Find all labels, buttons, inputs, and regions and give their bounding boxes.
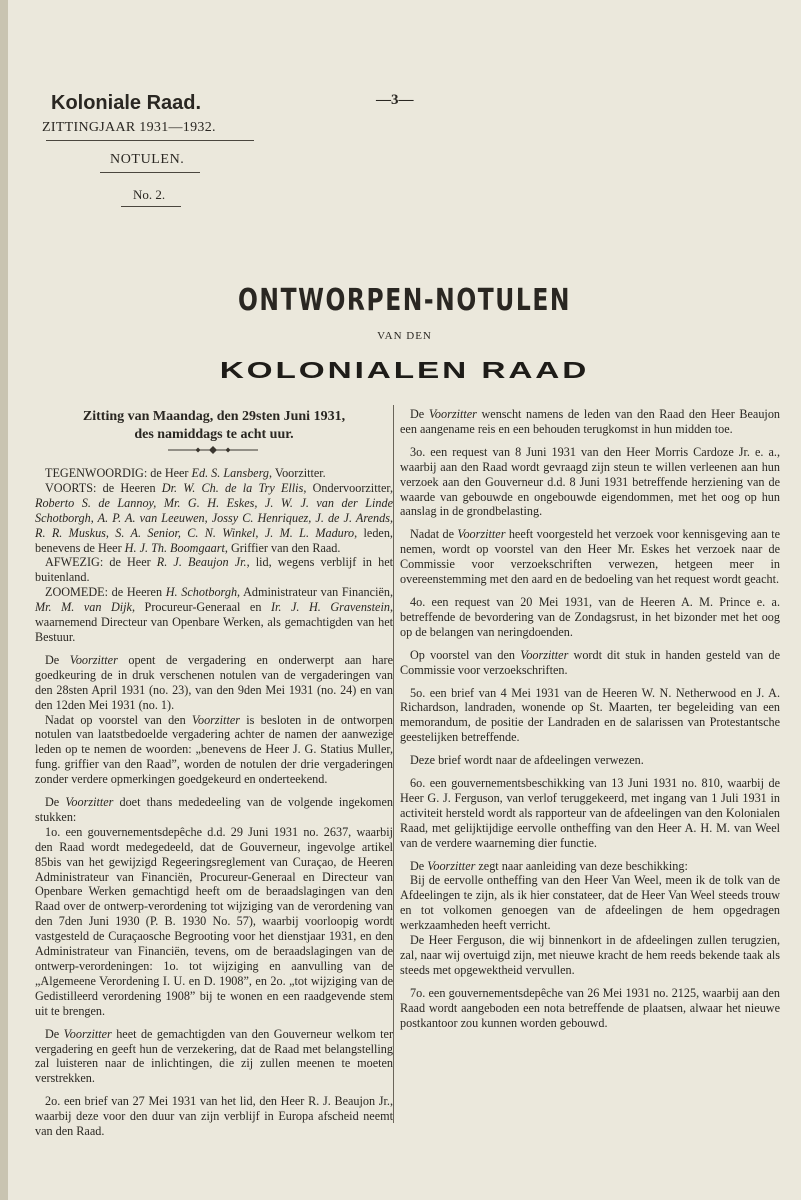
header-rule-1 [46, 140, 254, 141]
header-rule-3 [121, 206, 181, 207]
page-edge [0, 0, 8, 1200]
ornament-divider [168, 446, 258, 454]
header-number: No. 2. [133, 187, 166, 202]
paragraph-announcement: De Voorzitter doet thans mededeeling van de volgende ingekomen stukken: [35, 795, 393, 824]
paragraph-item-5: 5o. een brief van 4 Mei 1931 van de Heeren W. N. Netherwood en J. A. Richardson, landraden, wonende op St. Maarten, ter begeleiding van een memorandum, de positie der Landraden en de salarissen van Protestantsche geestelijken betreffende. [400, 685, 780, 745]
paragraph-present: TEGENWOORDIG: de Heer Ed. S. Lansberg, Voorzitter. [45, 466, 326, 480]
document-page [8, 0, 801, 1200]
paragraph-item-7: 7o. een gouvernementsdepêche van 26 Mei 1931 no. 2125, waarbij aan den Raad wordt aangeboden een nota betreffende de plaatsen, alwaar het nieuwe postkantoor zou kunnen worden gebouwd. [400, 985, 780, 1030]
paragraph-welcome: De Voorzitter heet de gemachtigden van den Gouverneur welkom ter vergadering en geeft hun de verzekering, dat de Raad met belangstelling zal luisteren naar de inlichtingen, die zij zullen meenen te moeten verstrekken. [35, 1026, 393, 1086]
sitting-heading [35, 408, 393, 444]
paragraph-item-1: 1o. een gouvernementsdepêche d.d. 29 Juni 1931 no. 2637, waarbij den Raad wordt medegedeeld, dat de Gouverneur, ingevolge artikel 85bis van het gewijzigd Regeeringsreglement van Curaçao, de Heeren Administrateur van Financiën, Procureur-Generaal en Directeur van Openbare Werken gemachtigd heeft om de beraadslagingen van den Raad over de ontwerp-verordening tot wijziging van de verordening van den 7den Juni 1930 (P. B. 1930 No. 57), waarbij voorloopig wordt vastgesteld de Curaçaosche Begrooting voor het dienstjaar 1931, en den Administrateur van Financiën, tevens, om de beraadslagingen van de ontwerp-verordeningen: 1o. tot wijziging en aanvulling van de „Algemeene Verordening I. U. en D. 1908”, en 2o. „tot wijziging van de Gedistilleerd verordening 1908” bij te wonen en een raadgevende stem uit te brengen. [35, 824, 393, 1018]
paragraph-farewell: De Voorzitter wenscht namens de leden van den Raad den Heer Beaujon een aangename reis en een behouden terugkomst in hun midden toe. [400, 407, 781, 436]
page-number: —3— [376, 92, 414, 108]
paragraph-opening: De Voorzitter opent de vergadering en onderwerpt aan hare goedkeuring de in druk verschenen notulen van de vergaderingen van den 28sten April 1931 (no. 23), van den 9den Mei 1931 (no. 24) en van den 12den Mei 1931 (no. 1). [35, 652, 393, 712]
paragraph-item-4: 4o. een request van 20 Mei 1931, van de Heeren A. M. Prince e. a. betreffende de bevordering van de Zondagsrust, in het bizonder met het oog op de belangen van neringdoenden. [400, 594, 780, 639]
header-year: ZITTINGJAAR 1931—1932. [42, 120, 216, 135]
paragraph-likewise: ZOOMEDE: de Heeren H. Schotborgh, Administrateur van Financiën, Mr. M. van Dijk, Procureur-Generaal en Ir. J. H. Gravenstein, waarnemend Directeur van Openbare Werken, als gemachtigden van het Bestuur. [35, 585, 393, 644]
main-subtitle: VAN DEN [377, 330, 432, 342]
paragraph-item-3: 3o. een request van 8 Juni 1931 van den Heer Morris Cardoze Jr. e. a., waarbij aan den Raad wordt gevraagd zijn steun te willen verleenen aan hun verzoek aan den Gouverneur d.d. 8 Juni 1931 betreffende herziening van de waarde van gebouwde en ongebouwde eigendommen, met het oog op hun aanslag in de grondbelasting. [400, 444, 780, 519]
paragraph-tribute: Bij de eervolle ontheffing van den Heer Van Weel, meen ik de tolk van de Afdeelingen te zijn, als ik hier constateer, dat de Heer Van Weel steeds trouw en tot volkomen genoegen van de afdeelingen de hem opgedragen werkzaamheden heeft verricht. [400, 873, 780, 933]
left-column [35, 466, 393, 1139]
paragraph-ferguson: De Heer Ferguson, die wij binnenkort in de afdeelingen zullen terugzien, zal, naar wij overtuigd zijn, met nieuwe kracht de hem reeds bekende taak als steeds met opgewektheid vervullen. [400, 933, 780, 977]
paragraph-item-2: 2o. een brief van 27 Mei 1931 van het lid, den Heer R. J. Beaujon Jr., waarbij deze voor den duur van zijn verblijf in Europa afscheid neemt van den Raad. [35, 1094, 393, 1139]
paragraph-approval: Nadat op voorstel van den Voorzitter is besloten in de ontworpen notulen van laatstbedoelde vergadering achter de namen der aanwezige leden op te nemen de woorden: „benevens de Heer J. G. Statius Muller, fung. griffier van den Raad”, worden de notulen der drie vergaderingen zonder verdere opmerkingen goedgekeurd en onderteekend. [35, 712, 393, 787]
right-column [400, 407, 780, 1031]
paragraph-item-6: 6o. een gouvernementsbeschikking van 13 Juni 1931 no. 810, waarbij de Heer G. J. Ferguson, van verlof teruggekeerd, met ingang van 1 Juli 1931 in activiteit hersteld wordt als rapporteur van de afdeelingen van den Kolonialen Raad, met gelijktijdige eervolle ontheffing van den Heer A. H. M. van Weel van de verdere waarneming dier functie. [400, 776, 780, 850]
header-rule-2 [100, 172, 200, 173]
paragraph-absent: AFWEZIG: de Heer R. J. Beaujon Jr., lid, wegens verblijf in het buitenland. [35, 555, 393, 585]
paragraph-referral-3: Deze brief wordt naar de afdeelingen verwezen. [410, 753, 644, 768]
paragraph-referral-2: Op voorstel van den Voorzitter wordt dit stuk in handen gesteld van de Commissie voor verzoekschriften. [400, 647, 780, 677]
paragraph-also: VOORTS: de Heeren Dr. W. Ch. de la Try Ellis, Ondervoorzitter, Roberto S. de Lannoy, Mr. G. H. Eskes, J. W. J. van der Linde Schotborgh, A. P. A. van Leeuwen, Jossy C. Henriquez, J. de J. Arends, R. R. Muskus, S. A. Senior, C. N. Winkel, J. M. L. Maduro, leden, benevens de Heer H. J. Th. Boomgaart, Griffier van den Raad. [35, 480, 393, 555]
council-title: KOLONIALEN RAAD [219, 357, 590, 383]
main-title: ONTWORPEN-NOTULEN [237, 283, 572, 318]
header-title: Koloniale Raad. [51, 92, 202, 114]
column-divider [393, 405, 394, 1123]
header-notulen: NOTULEN. [110, 152, 185, 167]
sitting-line-2: des namiddags te acht uur. [134, 427, 294, 442]
paragraph-referral-1: Nadat de Voorzitter heeft voorgesteld het verzoek voor kennisgeving aan te nemen, wordt op voorstel van den Heer Mr. Eskes het verzoek naar de Commissie voor verzoekschriften verwezen, hetgeen meer in overeenstemming met den aard en de bedoeling van het request wordt geacht. [400, 527, 780, 587]
sitting-line-1: Zitting van Maandag, den 29sten Juni 1931, [82, 409, 346, 424]
paragraph-chair-remark: De Voorzitter zegt naar aanleiding van deze beschikking: [410, 858, 688, 873]
